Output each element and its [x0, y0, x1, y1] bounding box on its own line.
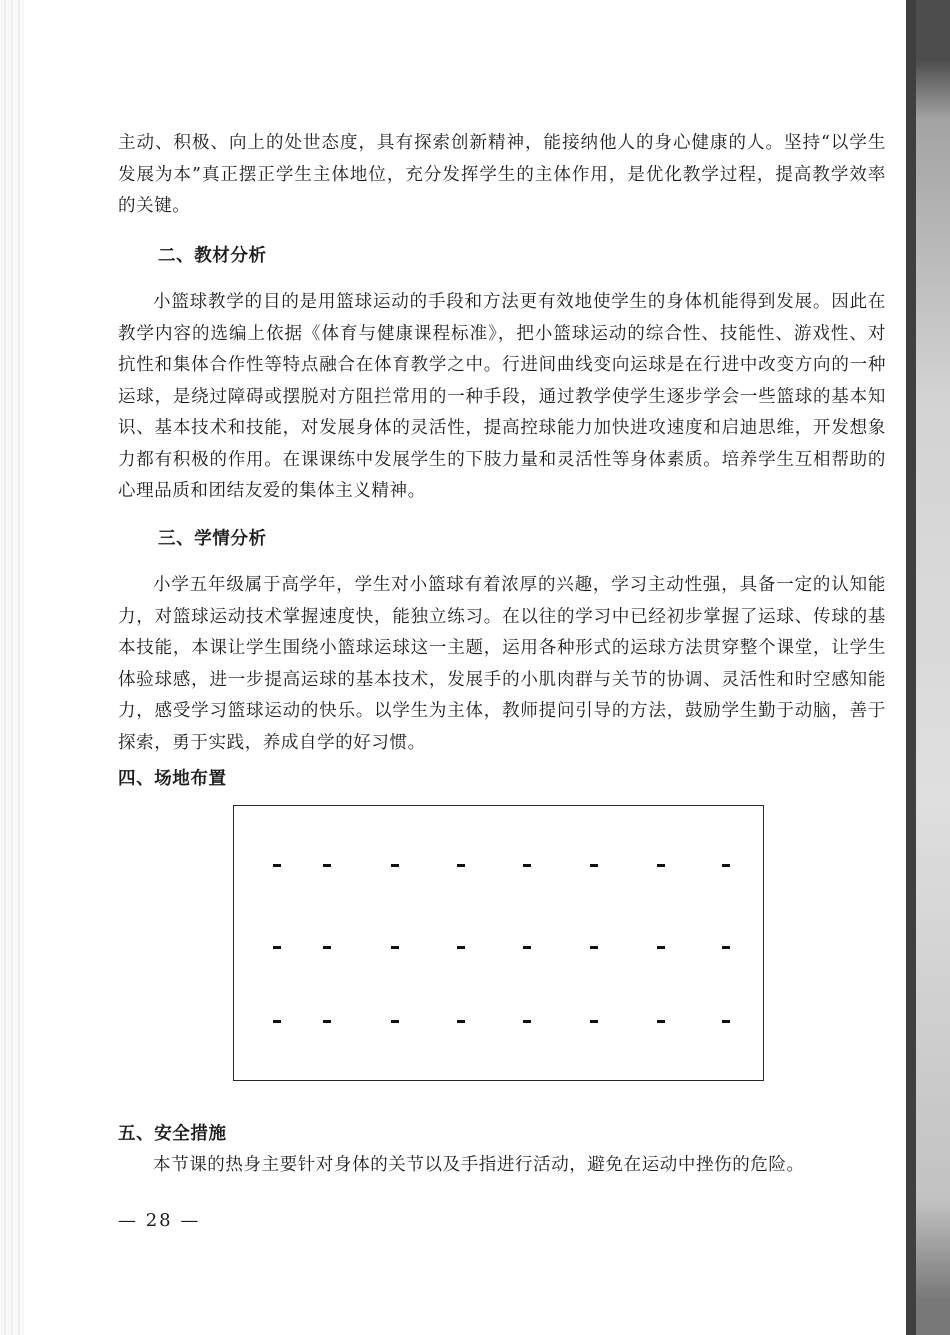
cone-marker: [323, 864, 331, 867]
cone-marker: [523, 946, 531, 949]
cone-marker: [722, 1020, 730, 1023]
section-2-heading: 二、教材分析: [158, 246, 267, 266]
cone-marker: [457, 946, 465, 949]
cone-marker: [590, 946, 598, 949]
cone-marker: [323, 946, 331, 949]
cone-marker: [323, 1020, 331, 1023]
cone-marker: [523, 864, 531, 867]
cone-marker: [273, 946, 281, 949]
cone-marker: [722, 946, 730, 949]
cone-marker: [391, 864, 399, 867]
cone-marker: [457, 864, 465, 867]
cone-marker: [722, 864, 730, 867]
cone-marker: [523, 1020, 531, 1023]
intro-paragraph: 主动、积极、向上的处世态度，具有探索创新精神，能接纳他人的身心健康的人。坚持“以学生发展为本”真正摆正学生主体地位，充分发挥学生的主体作用，是优化教学过程，提高教学效率的关键。: [118, 133, 886, 216]
section-5-paragraph: 本节课的热身主要针对身体的关节以及手指进行活动，避免在运动中挫伤的危险。: [153, 1155, 805, 1175]
section-4-heading: 四、场地布置: [118, 769, 227, 789]
page-number: — 28 —: [118, 1210, 201, 1231]
cone-marker: [457, 1020, 465, 1023]
venue-layout-diagram: [233, 805, 764, 1081]
cone-marker: [391, 1020, 399, 1023]
cone-marker: [273, 864, 281, 867]
section-3-heading: 三、学情分析: [158, 529, 267, 549]
cone-marker: [657, 864, 665, 867]
section-3-paragraph: 小学五年级属于高学年，学生对小篮球有着浓厚的兴趣，学习主动性强，具备一定的认知能力，对篮球运动技术掌握速度快，能独立练习。在以往的学习中已经初步掌握了运球、传球的基本技能，本课让学生围绕小篮球运球这一主题，运用各种形式的运球方法贯穿整个课堂，让学生体验球感，进一步提高运球的基本技术，发展手的小肌肉群与关节的协调、灵活性和时空感知能力，感受学习篮球运动的快乐。以学生为主体，教师提问引导的方法，鼓励学生勤于动脑，善于探索，勇于实践，养成自学的好习惯。: [118, 575, 886, 753]
section-5-heading: 五、安全措施: [118, 1124, 227, 1144]
cone-marker: [391, 946, 399, 949]
cone-marker: [657, 946, 665, 949]
section-2-paragraph: 小篮球教学的目的是用篮球运动的手段和方法更有效地使学生的身体机能得到发展。因此在教学内容的选编上依据《体育与健康课程标准》，把小篮球运动的综合性、技能性、游戏性、对抗性和集体合作性等特点融合在体育教学之中。行进间曲线变向运球是在行进中改变方向的一种运球，是绕过障碍或摆脱对方阻拦常用的一种手段，通过教学使学生逐步学会一些篮球的基本知识、基本技术和技能，对发展身体的灵活性，提高控球能力加快进攻速度和启迪思维，开发想象力都有积极的作用。在课课练中发展学生的下肢力量和灵活性等身体素质。培养学生互相帮助的心理品质和团结友爱的集体主义精神。: [118, 292, 886, 501]
cone-marker: [273, 1020, 281, 1023]
scan-edge-right: [906, 0, 950, 1335]
cone-marker: [590, 864, 598, 867]
cone-marker: [657, 1020, 665, 1023]
cone-marker: [590, 1020, 598, 1023]
